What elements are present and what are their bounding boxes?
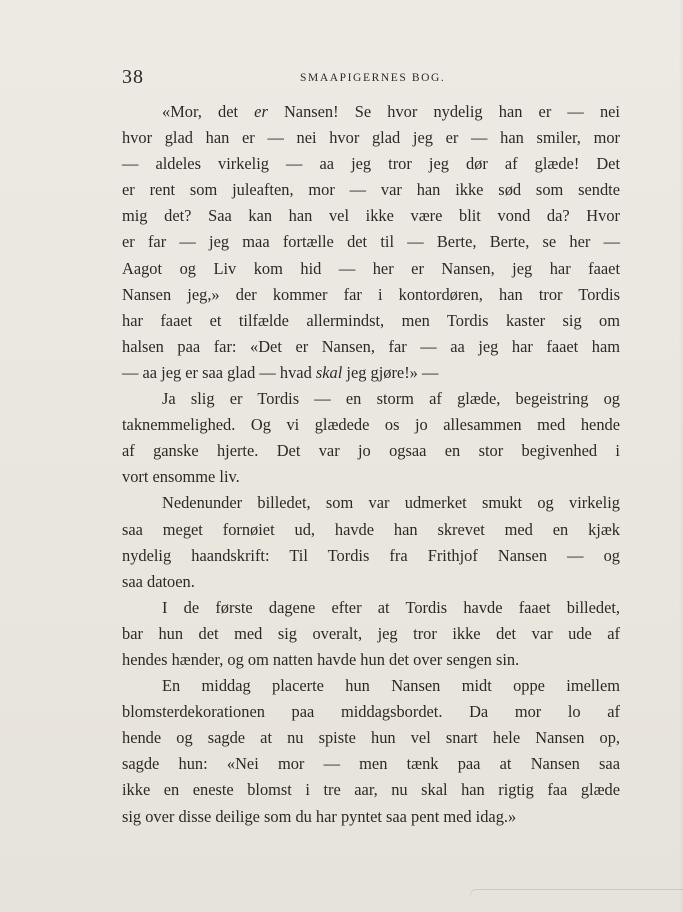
text-line: halsen paa far: «Det er Nansen, far — aa jeg har faaet ham	[122, 336, 620, 356]
text-line: sagde hun: «Nei mor — men tænk paa at Nansen saa	[122, 754, 620, 774]
text-line: nydelig haandskrift: Til Tordis fra Frithjof Nansen — og	[122, 545, 620, 565]
text-line: sig over disse deilige som du har pyntet saa pent med idag.»	[122, 806, 517, 826]
text-line: saa meget fornøiet ud, havde han skrevet med en kjæk	[122, 519, 620, 539]
text-line: I de første dagene efter at Tordis havde faaet billedet,	[162, 597, 620, 617]
text-line: — aldeles virkelig — aa jeg tror jeg dør af glæde! Det	[122, 154, 620, 174]
text-line: mig det? Saa kan han vel ikke være blit vond da? Hvor	[122, 206, 620, 226]
text-line: hvor glad han er — nei hvor glad jeg er — han smiler, mor	[122, 128, 620, 148]
text-line: hendes hænder, og om natten havde hun det over sengen sin.	[122, 649, 520, 669]
text-line: Nansen jeg,» der kommer far i kontordøren, han tror Tordis	[122, 284, 620, 304]
page-number: 38	[122, 66, 144, 88]
text-line: har faaet et tilfælde allermindst, men Tordis kaster sig om	[122, 310, 620, 330]
page-edge-shadow	[679, 0, 683, 912]
page-fold-mark	[470, 889, 683, 896]
page-header	[122, 66, 620, 92]
running-title: SMAAPIGERNES BOG.	[300, 72, 446, 84]
text-line: blomsterdekorationen paa middagsbordet. Da mor lo af	[122, 702, 620, 722]
text-line: En middag placerte hun Nansen midt oppe imellem	[162, 676, 620, 696]
text-line: bar hun det med sig overalt, jeg tror ikke det var ude af	[122, 623, 620, 643]
body-text	[122, 99, 620, 830]
text-line: er rent som juleaften, mor — var han ikke sød som sendte	[122, 180, 620, 200]
text-line: Ja slig er Tordis — en storm af glæde, begeistring og	[162, 389, 620, 409]
text-line: er far — jeg maa fortælle det til — Berte, Berte, se her —	[122, 232, 620, 252]
text-line: «Mor, det er Nansen! Se hvor nydelig han er — nei	[162, 102, 620, 121]
text-line: af ganske hjerte. Det var jo ogsaa en stor begivenhed i	[122, 441, 620, 461]
text-line: ikke en eneste blomst i tre aar, nu skal han rigtig faa glæde	[122, 780, 620, 800]
text-line: Aagot og Liv kom hid — her er Nansen, jeg har faaet	[122, 258, 620, 278]
text-line: — aa jeg er saa glad — hvad skal jeg gjøre!» —	[122, 362, 439, 382]
text-line: vort ensomme liv.	[122, 467, 240, 487]
text-line: Nedenunder billedet, som var udmerket smukt og virkelig	[162, 493, 620, 513]
text-line: taknemmelighed. Og vi glædede os jo allesammen med hende	[122, 415, 620, 435]
text-line: saa datoen.	[122, 571, 195, 591]
text-line: hende og sagde at nu spiste hun vel snart hele Nansen op,	[122, 728, 620, 748]
